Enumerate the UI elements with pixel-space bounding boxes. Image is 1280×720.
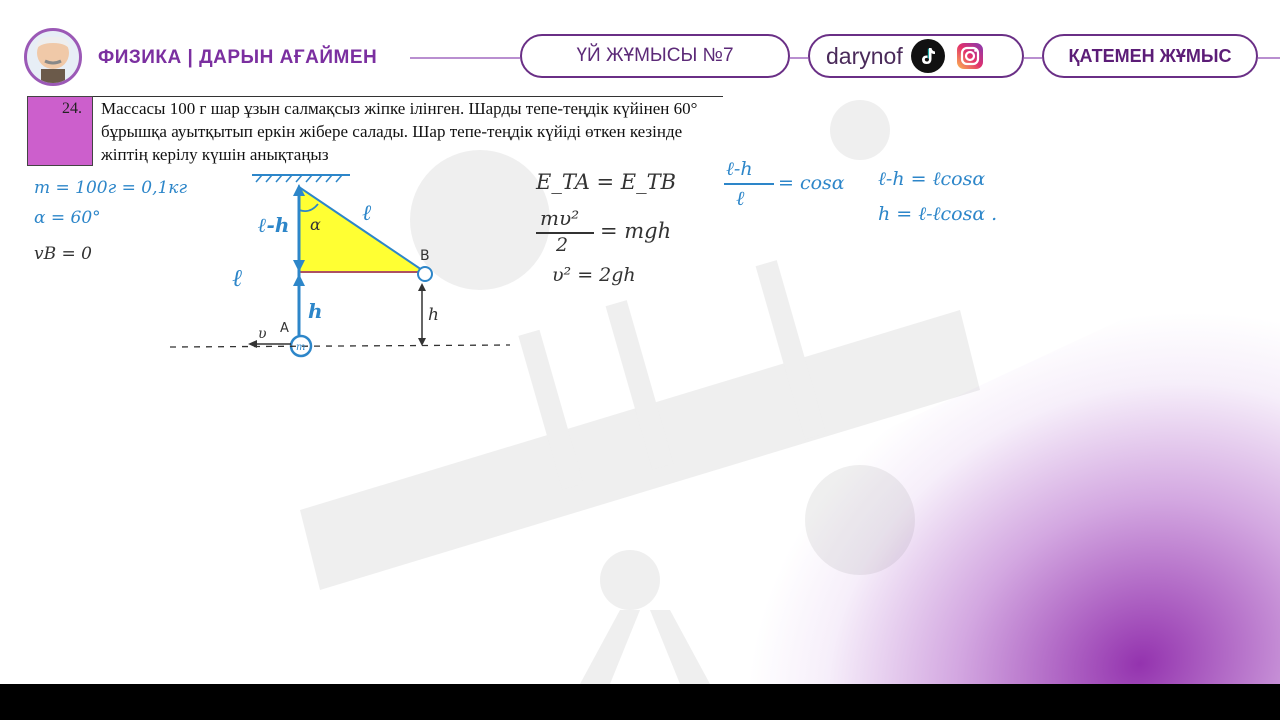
- given-velocity: vB = 0: [34, 244, 92, 264]
- given-angle: α = 60°: [34, 208, 101, 228]
- label-alpha: α: [310, 215, 321, 234]
- arrow-down-icon: [418, 338, 426, 346]
- problem-statement: Массасы 100 г шар ұзын салмақсыз жіпке ілінген. Шарды тепе-теңдік күйінен 60° бұрышқа ауытқытып еркін жібере салады. Шар тепе-теңдік күйіді өткен кезінде жіптің керілу күшін анықтаңыз: [101, 99, 698, 164]
- equation-cos-num: ℓ-h: [726, 158, 753, 180]
- equation-cos-right: = cosα: [778, 172, 845, 194]
- arrow-up-icon: [418, 283, 426, 291]
- fraction-bar: [724, 183, 774, 185]
- ball-b: [418, 267, 432, 281]
- label-l-minus-h: ℓ-h: [258, 213, 290, 237]
- label-b: B: [420, 248, 430, 264]
- ground-line: [170, 345, 510, 347]
- homework-label: ҮЙ ЖҰМЫСЫ №7: [576, 45, 734, 66]
- error-work-pill[interactable]: [1042, 34, 1258, 78]
- header-divider: [1024, 57, 1042, 59]
- equation-energy: E_TA = E_TB: [536, 170, 677, 194]
- header-divider: [790, 57, 808, 59]
- problem-number-cell: [27, 96, 93, 166]
- equation-cos-den: ℓ: [736, 186, 745, 210]
- header-divider: [1258, 57, 1280, 59]
- equation-potential: = mgh: [600, 219, 672, 243]
- label-m: m: [296, 342, 306, 353]
- label-h-right: h: [428, 305, 439, 325]
- label-l-left: ℓ: [232, 264, 242, 292]
- pendulum-diagram: [160, 160, 520, 360]
- error-work-label: ҚАТЕМЕН ЖҰМЫС: [1068, 45, 1232, 66]
- instagram-icon[interactable]: [953, 39, 987, 73]
- problem-row: [27, 96, 723, 166]
- equation-kinetic-den: 2: [556, 234, 569, 256]
- equation-velocity: υ² = 2gh: [552, 264, 636, 286]
- equation-lh: ℓ-h = ℓcosα: [878, 168, 986, 190]
- header: [0, 0, 1280, 96]
- label-h-left: h: [308, 299, 323, 323]
- ceiling-hatch: [256, 175, 342, 182]
- homework-pill[interactable]: [520, 34, 790, 78]
- header-divider: [410, 57, 520, 59]
- label-v: υ: [258, 326, 267, 342]
- equation-kinetic-num: mυ²: [540, 206, 580, 230]
- label-a: A: [280, 321, 289, 336]
- label-l-hyp: ℓ: [362, 201, 372, 226]
- tiktok-icon[interactable]: [911, 39, 945, 73]
- social-pill[interactable]: [808, 34, 1024, 78]
- equation-h: h = ℓ-ℓcosα .: [878, 203, 998, 225]
- einstein-avatar-icon: [27, 31, 79, 83]
- arrow-up-icon: [293, 274, 305, 286]
- problem-number: 24.: [62, 100, 82, 117]
- social-handle: darynof: [826, 42, 903, 69]
- brand-title: ФИЗИКА | ДАРЫН АҒАЙМЕН: [98, 47, 378, 68]
- given-mass: m = 100г = 0,1кг: [34, 178, 188, 198]
- avatar: [24, 28, 82, 86]
- bottom-bar: [0, 684, 1280, 720]
